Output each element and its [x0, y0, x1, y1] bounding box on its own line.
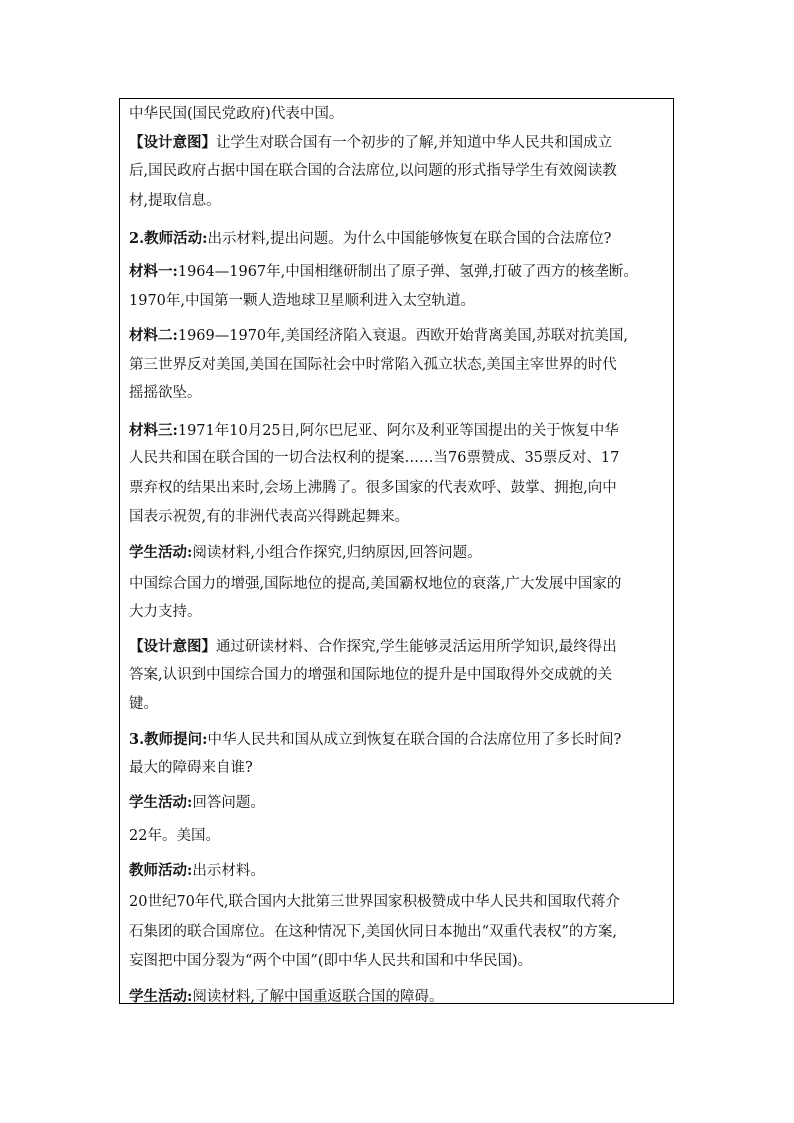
line-label: 学生活动:	[129, 988, 193, 1005]
line-text: 妄图把中国分裂为“两个中国”(即中华人民共和国和中华民国)。	[129, 953, 533, 969]
text-line	[129, 321, 669, 351]
text-line	[129, 351, 669, 380]
line-label: 学生活动:	[129, 794, 193, 811]
text-line	[129, 690, 669, 719]
text-line	[129, 379, 669, 408]
text-line	[129, 100, 669, 129]
line-text: 22年。美国。	[129, 828, 220, 844]
line-text: 20世纪70年代,联合国内大批第三世界国家积极赞成中华人民共和国取代蒋介	[129, 894, 621, 910]
line-text: 1969—1970年,美国经济陷入衰退。西欧开始背离美国,苏联对抗美国,	[177, 328, 628, 344]
text-line	[129, 128, 669, 158]
line-label: 学生活动:	[129, 544, 193, 561]
text-line	[129, 224, 669, 254]
text-line	[129, 287, 669, 316]
line-text: 人民共和国在联合国的一切合法权利的提案……当76票赞成、35票反对、17	[129, 450, 620, 466]
text-line	[129, 754, 669, 783]
line-text: 让学生对联合国有一个初步的了解,并知道中华人民共和国成立	[216, 135, 613, 151]
text-line	[129, 538, 669, 568]
text-line	[129, 982, 669, 1012]
line-text: 通过研读材料、合作探究,学生能够灵活运用所学知识,最终得出	[216, 639, 617, 655]
line-text: 键。	[129, 696, 158, 712]
line-text: 出示材料。	[192, 863, 265, 879]
line-label: 2.教师活动:	[129, 230, 208, 247]
text-line	[129, 822, 669, 851]
line-text: 答案,认识到中国综合国力的增强和国际地位的提升是中国取得外交成就的关	[129, 667, 613, 683]
line-text: 1971年10月25日,阿尔巴尼亚、阿尔及利亚等国提出的关于恢复中华	[177, 423, 619, 439]
line-text: 阅读材料,了解中国重返联合国的障碍。	[192, 989, 444, 1005]
text-line	[129, 856, 669, 886]
line-text: 中华民国(国民党政府)代表中国。	[129, 106, 344, 122]
text-line	[129, 947, 669, 976]
line-text: 材,提取信息。	[129, 193, 221, 209]
text-line	[129, 788, 669, 818]
text-line	[129, 570, 669, 599]
line-text: 石集团的联合国席位。在这种情况下,美国伙同日本抛出“双重代表权”的方案,	[129, 924, 618, 940]
line-text: 后,国民政府占据中国在联合国的合法席位,以问题的形式指导学生有效阅读教	[129, 163, 617, 179]
text-line	[129, 187, 669, 216]
line-text: 出示材料,提出问题。为什么中国能够恢复在联合国的合法席位?	[207, 231, 612, 247]
line-text: 最大的障碍来自谁?	[129, 760, 253, 776]
text-line	[129, 257, 669, 287]
line-text: 中国综合国力的增强,国际地位的提高,美国霸权地位的衰落,广大发展中国家的	[129, 576, 622, 592]
line-label: 【设计意图】	[129, 638, 216, 655]
text-line	[129, 157, 669, 186]
text-line	[129, 661, 669, 690]
text-line	[129, 416, 669, 446]
line-text: 摇摇欲坠。	[129, 385, 202, 401]
text-line	[129, 632, 669, 662]
line-label: 【设计意图】	[129, 134, 216, 151]
text-line	[129, 888, 669, 917]
line-text: 中华人民共和国从成立到恢复在联合国的合法席位用了多长时间?	[207, 732, 622, 748]
line-label: 教师活动:	[129, 862, 193, 879]
line-text: 1970年,中国第一颗人造地球卫星顺利进入太空轨道。	[129, 293, 476, 309]
text-line	[129, 503, 669, 532]
text-line	[129, 474, 669, 503]
line-text: 第三世界反对美国,美国在国际社会中时常陷入孤立状态,美国主宰世界的时代	[129, 357, 617, 373]
line-label: 材料二:	[129, 327, 178, 344]
line-text: 国表示祝贺,有的非洲代表高兴得跳起舞来。	[129, 509, 410, 525]
line-text: 票弃权的结果出来时,会场上沸腾了。很多国家的代表欢呼、鼓掌、拥抱,向中	[129, 480, 617, 496]
text-line	[129, 918, 669, 947]
line-label: 材料一:	[129, 263, 178, 280]
line-text: 回答问题。	[192, 795, 265, 811]
text-line	[129, 598, 669, 627]
line-label: 材料三:	[129, 422, 178, 439]
line-text: 阅读材料,小组合作探究,归纳原因,回答问题。	[192, 545, 482, 561]
text-line	[129, 725, 669, 755]
line-label: 3.教师提问:	[129, 731, 208, 748]
text-line	[129, 444, 669, 473]
line-text: 1964—1967年,中国相继研制出了原子弹、氢弹,打破了西方的核垄断。	[177, 264, 638, 280]
line-text: 大力支持。	[129, 604, 202, 620]
